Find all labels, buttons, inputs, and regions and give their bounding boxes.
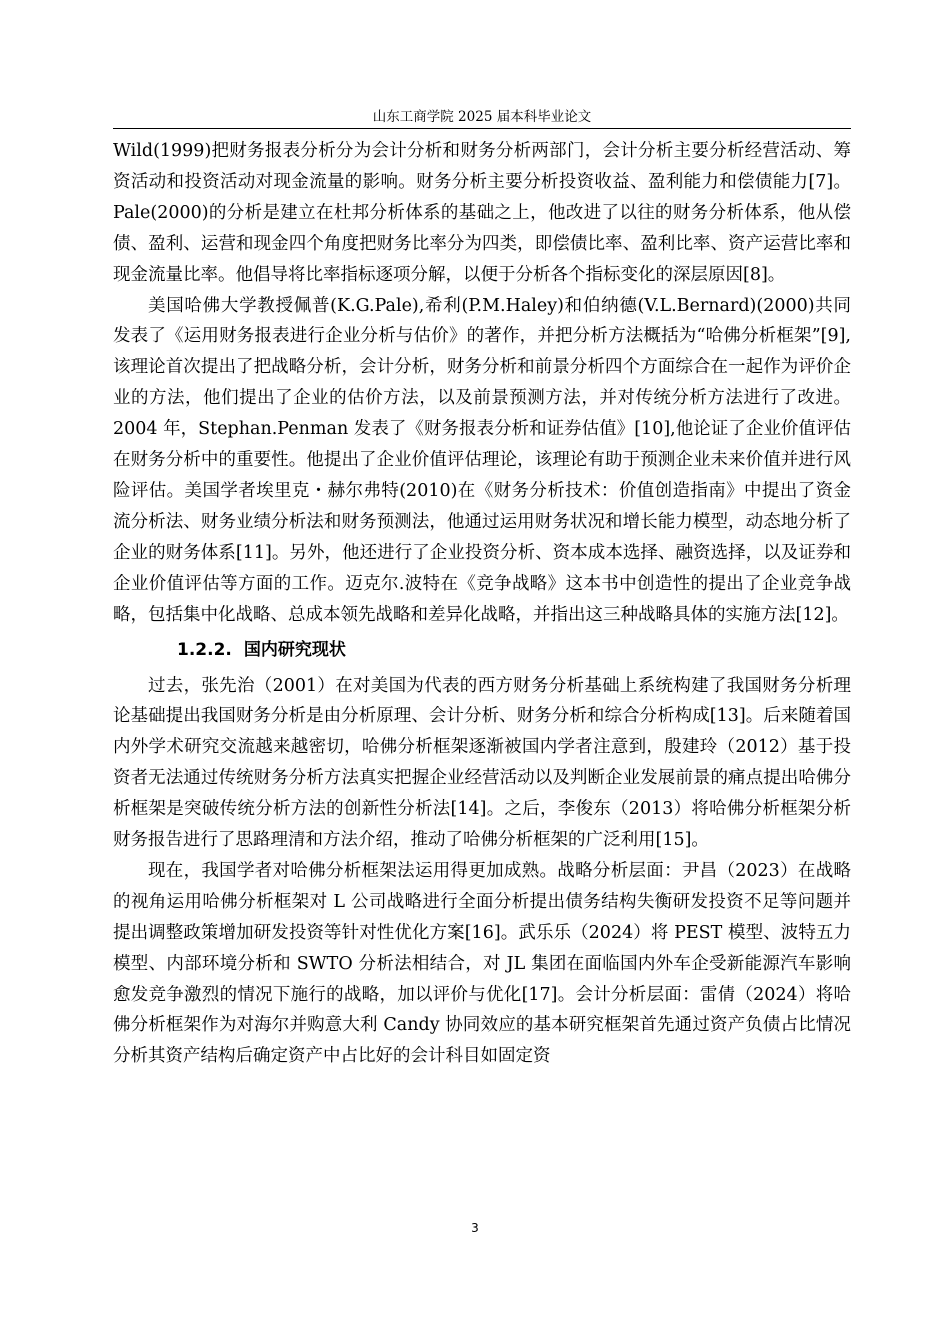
paragraph-wild: Wild(1999)把财务报表分析分为会计分析和财务分析两部门，会计分析主要分析经营活动、筹资活动和投资活动对现金流量的影响。财务分析主要分析投资收益、盈利能力和偿债能力[7]。Pale(2000)的分析是建立在杜邦分析体系的基础之上，他改进了以往的财务分析体系，他从偿债、盈利、运营和现金四个角度把财务比率分为四类，即偿债比率、盈利比率、资产运营比率和现金流量比率。他倡导将比率指标逐项分解，以便于分析各个指标变化的深层原因[8]。: [113, 141, 851, 285]
paragraph-harvard: 美国哈佛大学教授佩普(K.G.Pale),希利(P.M.Haley)和伯纳德(V.L.Bernard)(2000)共同发表了《运用财务报表进行企业分析与估价》的著作，并把分析方法概括为“哈佛分析框架”[9],该理论首次提出了把战略分析，会计分析，财务分析和前景分析四个方面综合在一起作为评价企业的方法，他们提出了企业的估价方法，以及前景预测方法，并对传统分析方法进行了改进。2004 年，Stephan.Penman 发表了《财务报表分析和证券估值》[10],他论证了企业价值评估在财务分析中的重要性。他提出了企业价值评估理论，该理论有助于预测企业未来价值并进行风险评估。美国学者埃里克・赫尔弗特(2010)在《财务分析技术：价值创造指南》中提出了资金流分析法、财务业绩分析法和财务预测法，他通过运用财务状况和增长能力模型，动态地分析了企业的财务体系[11]。另外，他还进行了企业投资分析、资本成本选择、融资选择，以及证券和企业价值评估等方面的工作。迈克尔.波特在《竞争战略》这本书中创造性的提出了企业竞争战略，包括集中化战略、总成本领先战略和差异化战略，并指出这三种战略具体的实施方法[12]。: [113, 295, 851, 625]
paragraph-past: 过去，张先治（2001）在对美国为代表的西方财务分析基础上系统构建了我国财务分析理论基础提出我国财务分析是由分析原理、会计分析、财务分析和综合分析构成[13]。后来随着国内外学术研究交流越来越密切，哈佛分析框架逐渐被国内学者注意到，殷建玲（2012）基于投资者无法通过传统财务分析方法真实把握企业经营活动以及判断企业发展前景的痛点提出哈佛分析框架是突破传统分析方法的创新性分析法[14]。之后，李俊东（2013）将哈佛分析框架分析财务报告进行了思路理清和方法介绍，推动了哈佛分析框架的广泛利用[15]。: [113, 675, 851, 851]
page-number: 3: [471, 1221, 479, 1235]
section-number: 1.2.2.: [177, 639, 232, 660]
paragraph-present: 现在，我国学者对哈佛分析框架法运用得更加成熟。战略分析层面：尹昌（2023）在战略的视角运用哈佛分析框架对 L 公司战略进行全面分析提出债务结构失衡研发投资不足等问题并提出调整政策增加研发投资等针对性优化方案[16]。武乐乐（2024）将 PEST 模型、波特五力模型、内部环境分析和 SWTO 分析法相结合，对 JL 集团在面临国内外车企受新能源汽车影响愈发竞争激烈的情况下施行的战略，加以评价与优化[17]。会计分析层面：雷倩（2024）将哈佛分析框架作为对海尔并购意大利 Candy 协同效应的基本研究框架首先通过资产负债占比情况分析其资产结构后确定资产中占比好的会计科目如固定资: [113, 860, 851, 1067]
section-title: 国内研究现状: [243, 639, 346, 660]
header-divider: [113, 128, 851, 129]
body-text: [113, 136, 851, 1072]
running-header: 山东工商学院 2025 届本科毕业论文: [372, 109, 592, 125]
section-heading: [113, 635, 851, 665]
